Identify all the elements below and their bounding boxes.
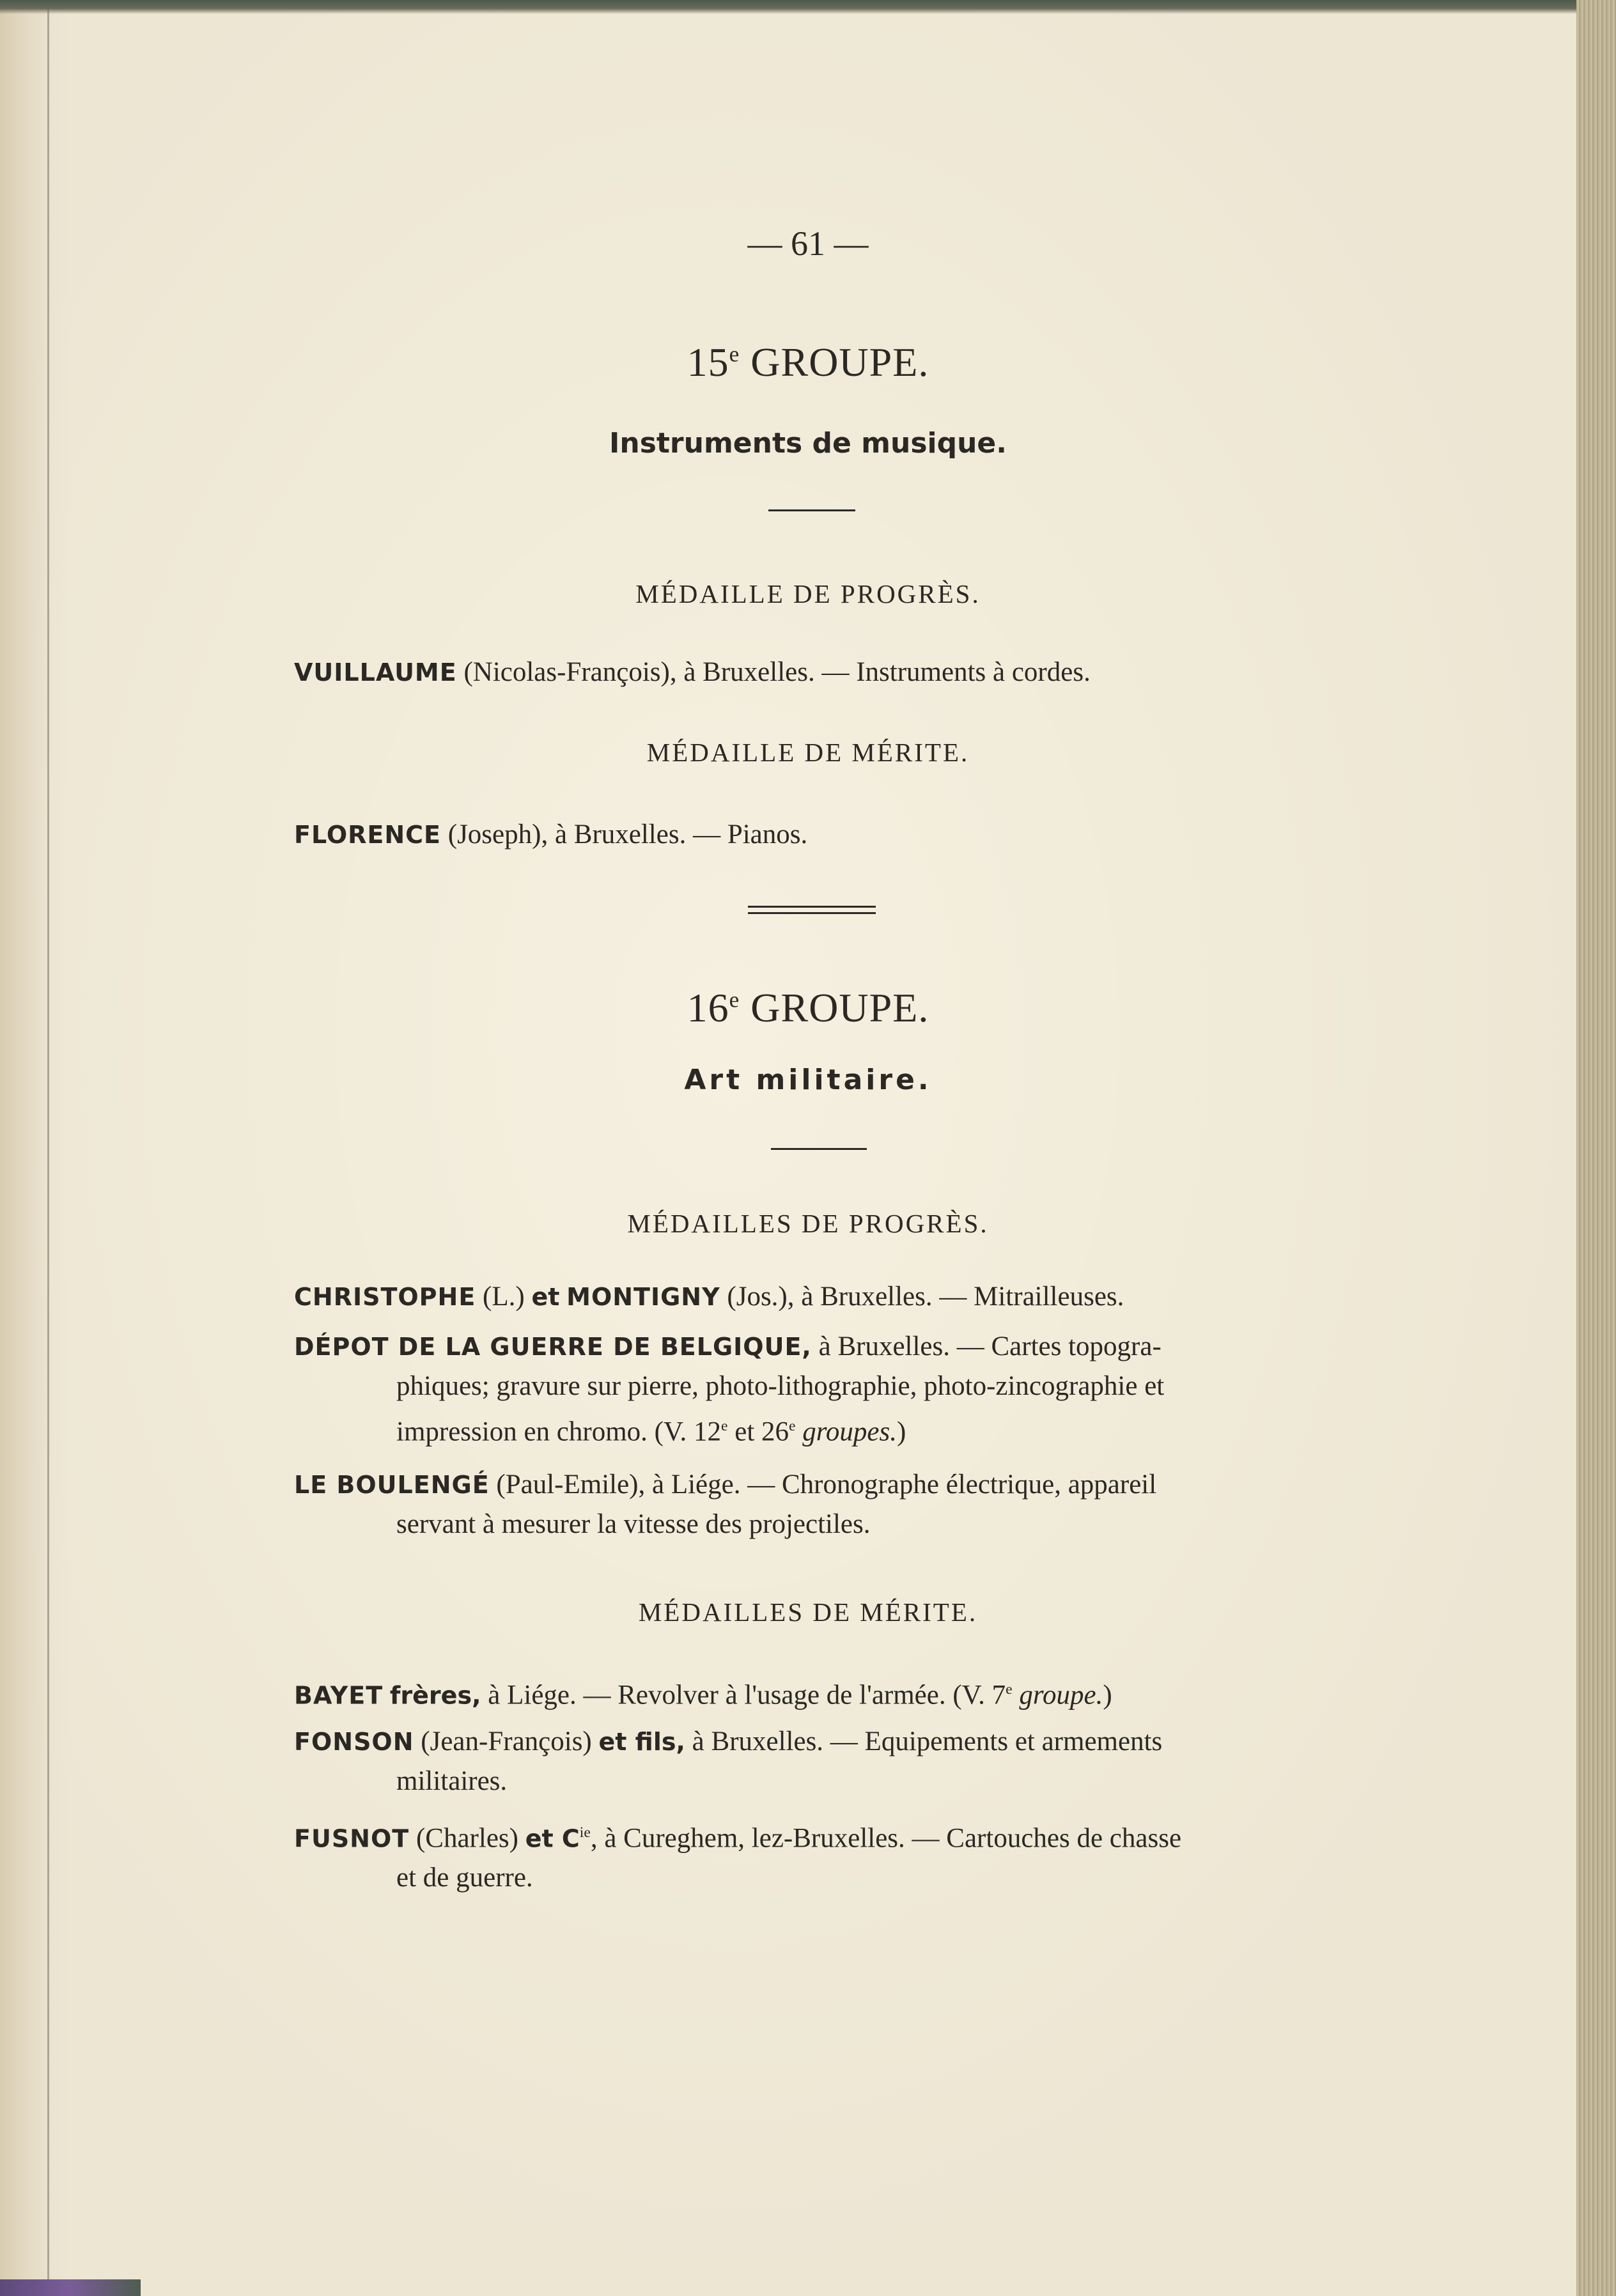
medal-heading: MÉDAILLE DE PROGRÈS. [635, 579, 981, 609]
medal-heading: MÉDAILLE DE MÉRITE. [646, 738, 970, 767]
entry-depot-guerre [294, 1327, 1349, 1452]
exhibitor-qualifier: et fils, [598, 1728, 685, 1756]
entry-text: (Jean-François) [421, 1726, 592, 1757]
entry-text: (Nicolas-François), à Bruxelles. — Instruments à cordes. [463, 657, 1091, 687]
entry-fusnot: FUSNOT (Charles) et $C^{ie}$, à Cureghem, lez-Bruxelles. — Cartouches de chasse et de guerre. [294, 1813, 1349, 1898]
section-rule [771, 1148, 867, 1150]
entry-text: à Bruxelles. — Equipements et armements [692, 1726, 1163, 1757]
group-16-subtitle: Art militaire. [684, 1064, 932, 1096]
exhibitor-name: BAYET [294, 1681, 384, 1710]
entry-fonson [294, 1722, 1349, 1801]
entry-text-continued: impression en chromo. (V. 12e et 26e groupes.) [396, 1416, 906, 1447]
entry-text-continued: servant à mesurer la vitesse des projectiles. [396, 1509, 871, 1539]
exhibitor-name: FUSNOT [294, 1824, 410, 1853]
medal-heading: MÉDAILLES DE MÉRITE. [638, 1597, 978, 1627]
exhibitor-name: LE BOULENGÉ [294, 1471, 490, 1499]
exhibitor-name: FONSON [294, 1728, 414, 1756]
exhibitor-name: DÉPOT DE LA GUERRE DE BELGIQUE, [294, 1333, 812, 1361]
entry-christophe-montigny [294, 1277, 1349, 1317]
entry-text: à Liége. — Revolver à l'usage de l'armée. (V. 7 [488, 1680, 1006, 1710]
double-rule-divider [748, 906, 876, 914]
entry-text-continued: et de guerre. [396, 1863, 533, 1893]
section-rule [768, 509, 855, 511]
exhibitor-name: MONTIGNY [566, 1283, 720, 1311]
entry-bayet: BAYET frères, à Liége. — Revolver à l'usage de l'armée. (V. 7e groupe.) [294, 1680, 1112, 1710]
entry-florence [294, 815, 1349, 855]
group-word: GROUPE. [750, 339, 929, 385]
entry-text-continued: militaires. [396, 1766, 508, 1796]
exhibitor-qualifier: et C [525, 1824, 580, 1853]
group-15-heading [0, 339, 1616, 386]
entry-text-continued: phiques; gravure sur pierre, photo-lithographie, photo-zincographie et [396, 1371, 1165, 1401]
group-15-subtitle: Instruments de musique. [609, 427, 1007, 460]
group-number: 16 [687, 985, 729, 1030]
page-number: — 61 — [747, 224, 869, 263]
exhibitor-name: CHRISTOPHE [294, 1283, 476, 1311]
entry-text: , à Cureghem, lez-Bruxelles. — Cartouches de chasse [590, 1823, 1182, 1854]
group-16-heading [0, 984, 1616, 1032]
entry-le-boulenge [294, 1465, 1349, 1544]
exhibitor-qualifier: frères, [389, 1681, 481, 1710]
entry-text: (Charles) [416, 1823, 518, 1854]
group-suffix: e [729, 341, 740, 367]
entry-vuillaume [294, 653, 1349, 692]
entry-text: (L.) [483, 1282, 525, 1312]
medal-heading: MÉDAILLES DE PROGRÈS. [627, 1209, 989, 1238]
exhibitor-name: VUILLAUME [294, 658, 457, 686]
entry-text: à Bruxelles. — Cartes topogra- [818, 1331, 1162, 1361]
conjunction: et [531, 1283, 560, 1311]
exhibitor-name: FLORENCE [294, 821, 441, 849]
group-number: 15 [687, 339, 729, 385]
entry-text: (Jos.), à Bruxelles. — Mitrailleuses. [727, 1282, 1124, 1312]
group-suffix: e [729, 987, 740, 1012]
entry-text: (Joseph), à Bruxelles. — Pianos. [447, 819, 808, 849]
group-word: GROUPE. [750, 985, 929, 1030]
entry-text: (Paul-Emile), à Liége. — Chronographe électrique, appareil [496, 1470, 1157, 1500]
